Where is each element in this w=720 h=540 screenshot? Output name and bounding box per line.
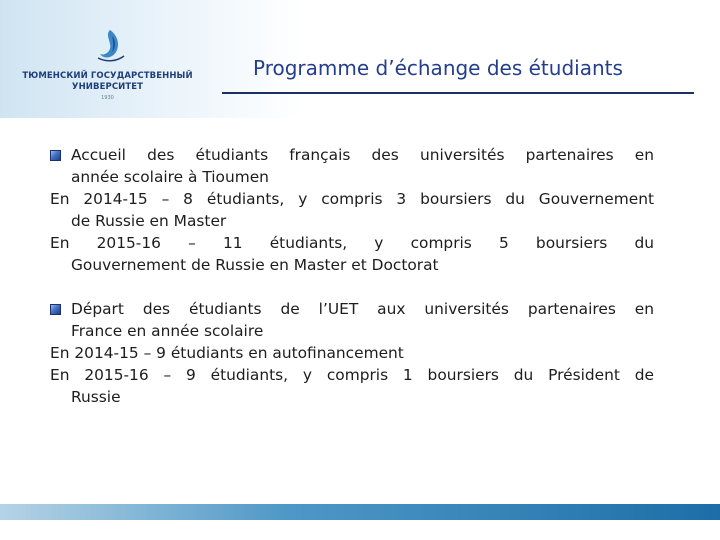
square-bullet-icon bbox=[50, 150, 61, 161]
item-line-cont: de Russie en Master bbox=[71, 212, 227, 230]
university-emblem-icon bbox=[90, 28, 130, 68]
item-line: En 2014-15 – 8 étudiants, y compris 3 boursiers du Gouvernement bbox=[50, 190, 654, 208]
bullet-text: Accueil des étudiants français des universités partenaires en bbox=[71, 146, 654, 164]
slide-content bbox=[50, 144, 654, 408]
item-line-cont: Gouvernement de Russie en Master et Doctorat bbox=[71, 256, 439, 274]
logo-text-line1: ТЮМЕНСКИЙ ГОСУДАРСТВЕННЫЙ bbox=[22, 71, 193, 81]
item-line: En 2015-16 – 9 étudiants, y compris 1 boursiers du Président de bbox=[50, 366, 654, 384]
bullet-text-cont: année scolaire à Tioumen bbox=[71, 168, 269, 186]
section-outgoing bbox=[50, 298, 654, 408]
item-line: En 2015-16 – 11 étudiants, y compris 5 boursiers du bbox=[50, 234, 654, 252]
title-underline bbox=[222, 92, 694, 94]
slide-title: Programme d’échange des étudiants bbox=[253, 56, 623, 80]
bullet-text: Départ des étudiants de l’UET aux universités partenaires en bbox=[71, 300, 654, 318]
item-line-cont: Russie bbox=[71, 388, 121, 406]
square-bullet-icon bbox=[50, 304, 61, 315]
footer-bar bbox=[0, 504, 720, 520]
logo-small-text: 1930 bbox=[101, 95, 114, 101]
item-line: En 2014-15 – 9 étudiants en autofinancement bbox=[50, 344, 404, 362]
bullet-text-cont: France en année scolaire bbox=[71, 322, 264, 340]
logo-text-line2: УНИВЕРСИТЕТ bbox=[71, 82, 144, 92]
university-logo bbox=[20, 28, 195, 106]
section-incoming bbox=[50, 144, 654, 276]
